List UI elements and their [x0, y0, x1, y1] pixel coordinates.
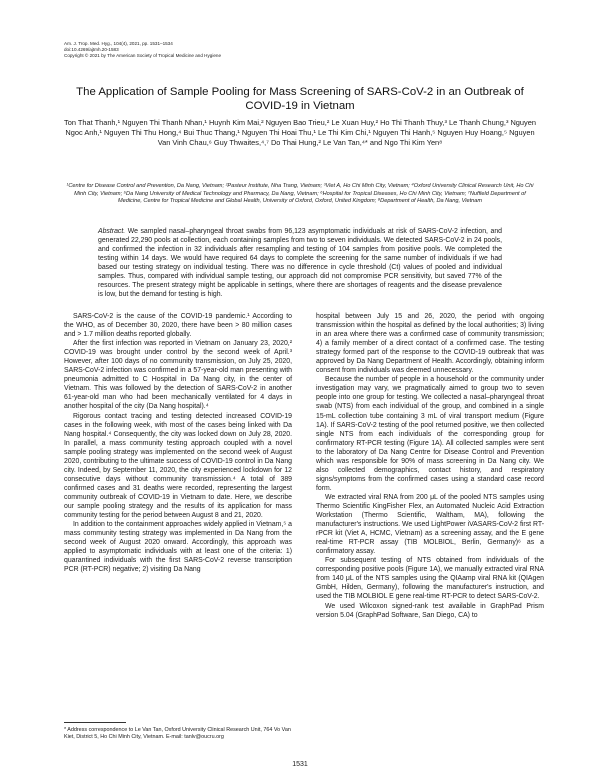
paragraph: SARS-CoV-2 is the cause of the COVID-19 pandemic.¹ According to the WHO, as of December 30, 2020, there have been > 80 million cases and > 1.7 million deaths reported globally. — [64, 313, 292, 339]
affiliations: ¹Centre for Disease Control and Prevention, Da Nang, Vietnam; ²Pasteur Institute, Nha Trang, Vietnam; ³Viet A, Ho Chi Minh City, Vietnam; ⁴Oxford University Clinical Research Unit, Ho Chi Minh City, Vietnam; ⁵Da Nang University of Medical Technology and Pharmacy, Da Nang, Vietnam; ⁶Hospital for Tropical Diseases, Ho Chi Minh City, Vietnam; ⁷Nuffield Department of Medicine, Centre for Tropical Medicine and Global Health, University of Oxford, Oxford, United Kingdom; ⁸Department of Health, Da Nang, Vietnam — [66, 183, 534, 205]
abstract — [98, 227, 502, 299]
page-number: 1531 — [292, 761, 308, 768]
paragraph: In addition to the containment approaches widely applied in Vietnam,⁵ a mass community testing strategy was implemented in Da Nang from the second week of August 2020 onward. Accordingly, this approach was applied to asymptomatic individuals with at least one of the criteria: 1) quarantined individuals with the first SARS-CoV-2 reverse transcription PCR (RT-PCR) negative; 2) visiting Da Nang — [64, 521, 292, 574]
paragraph: After the first infection was reported in Vietnam on January 23, 2020,² COVID-19 was brought under control by the second week of April.³ However, after 100 days of no community transmission, on July 25, 2020, SARS-CoV-2 infection was confirmed in a 57-year-old man presenting with pneumonia admitted to C Hospital in Da Nang city, in the center of Vietnam. This was followed by the detection of SARS-CoV-2 in another 61-year-old man who had been mechanically ventilated for 4 days in another hospital of the city (Da Nang hospital).⁴ — [64, 340, 292, 411]
left-column — [64, 312, 292, 574]
paragraph: We extracted viral RNA from 200 μL of the pooled NTS samples using Thermo Scientific KingFisher Flex, an Automated Nucleic Acid Extraction Workstation (Thermo Scientific, Waltham, MA), following the manufacturer's instructions. We used LightPower iVASARS-CoV-2 first RT-rPCR kit (Viet A, HCMC, Vietnam) as a screening assay, and the E gene real-time RT-PCR assay (TIB MOLBIOL, Berlin, Germany)⁶ as a confirmatory assay. — [316, 493, 544, 556]
paragraph: hospital between July 15 and 26, 2020, the period with ongoing transmission within the hospital as defined by the local authorities; 3) living in an area where there was a confirmed case of community transmission; 4) a family member of a direct contact of a confirmed case. The testing strategy formed part of the response to the COVID-19 outbreak that was approved by Da Nang Department of Health. Accordingly, obtaining inform consent from individuals was deemed unnecessary. — [316, 313, 544, 375]
footnote-divider — [64, 722, 126, 723]
abstract-text: We sampled nasal–pharyngeal throat swabs from 96,123 asymptomatic individuals at risk of SARS-CoV-2 infection, and generated 22,290 pools at collection, each containing samples from two to seven individuals. We detected SARS-CoV-2 in 24 pools, and confirmed the infection in 32 individuals after resampling and testing of 104 samples from positive pools. We completed the testing within 14 days. We would have required 64 days to complete the screening for the same number of individuals if we had based our testing strategy on individual testing. There was no difference in cycle threshold (Ct) values of pooled and individual samples. Thus, compared with individual sample testing, our approach did not compromise PCR sensitivity, but saved 77% of the resources. The present strategy might be applicable in settings, where there are shortages of reagents and the disease prevalence is low, but the demand for testing is high. — [98, 228, 502, 299]
paragraph: We used Wilcoxon signed-rank test available in GraphPad Prism version 5.04 (GraphPad Software, San Diego, CA) to — [316, 602, 544, 619]
right-column — [316, 312, 544, 620]
journal-header — [64, 41, 364, 59]
author-list: Ton That Thanh,¹ Nguyen Thi Thanh Nhan,¹ Huynh Kim Mai,² Nguyen Bao Trieu,² Le Xuan Huy,² Ho Thi Thanh Thuy,³ Le Thanh Chung,³ Nguyen Ngoc Anh,¹ Nguyen Thi Thu Hong,⁴ Bui Thuc Thang,¹ Nguyen Thi Hoai Thu,¹ Le Thi Kim Chi,¹ Nguyen Thi Hanh,⁵ Nguyen Huy Hoang,⁵ Nguyen Van Vinh Chau,⁶ Guy Thwaites,⁴,⁷ Do Thai Hung,² Le Van Tan,⁴* and Ngo Thi Kim Yen⁸ — [64, 118, 536, 147]
paragraph: Because the number of people in a household or the community under investigation may vary, we pragmatically aimed to group two to seven people into one group for testing. We collected a nasal–pharyngeal throat swab (NTS) from each individual of the group, and combined in a single 15-mL collection tube containing 3 mL of viral transport medium (Figure 1A). If SARS-CoV-2 testing of the pool returned positive, we then collected single NTS from each individuals of the corresponding group for confirmatory RT-PCR testing (Figure 1A). All collected samples were sent to the laboratory of Da Nang Centre for Disease Control and Prevention which was responsible for 90% of mass screening in Da Nang city. We also collected demographics, contact history, and respiratory signs/symptoms from the confirmed cases using a standard case record form. — [316, 376, 544, 492]
paragraph: Rigorous contact tracing and testing detected increased COVID-19 cases in the following week, with most of the cases being linked with Da Nang hospital.⁴ Consequently, the city was locked down on July 28, 2020. In parallel, a mass community testing approach coupled with a novel sample pooling strategy was implemented on the second week of August 2020, contributing to the ultimate success of COVID-19 control in Da Nang city. Indeed, by September 11, 2020, the city experienced lockdown for 12 consecutive days without community transmission.⁴ A total of 389 confirmed cases and 31 deaths were recorded, representing the largest community outbreak of COVID-19 in Vietnam to date. Here, we describe our sample pooling strategy and the results of its application for mass community testing for the period between August 8 and 21, 2020. — [64, 412, 292, 520]
doi-line: doi:10.4269/ajtmh.20-1583 — [64, 47, 119, 52]
paragraph: For subsequent testing of NTS obtained from individuals of the corresponding positive pools (Figure 1A), we manually extracted viral RNA from 140 μL of the NTS samples using the QIAamp viral RNA kit (QIAgen GmbH, Hilden, Germany), following the manufacturer's instruction, and used the TIB MOLBIOL E gene real-time RT-PCR to detect SARS-CoV-2. — [316, 557, 544, 601]
paper-title: The Application of Sample Pooling for Mass Screening of SARS-CoV-2 in an Outbreak of COVID-19 in Vietnam — [76, 86, 524, 112]
correspondence-footnote: * Address correspondence to Le Van Tan, Oxford University Clinical Research Unit, 764 Vo Van Kiet, District 5, Ho Chi Minh City, Vietnam. E-mail: tanlv@oucru.org — [64, 727, 291, 741]
abstract-label: Abstract. — [98, 228, 126, 235]
citation-line: Am. J. Trop. Med. Hyg., 104(4), 2021, pp. 1531–1534 — [64, 41, 173, 46]
copyright-line: Copyright © 2021 by The American Society of Tropical Medicine and Hygiene — [64, 53, 222, 58]
